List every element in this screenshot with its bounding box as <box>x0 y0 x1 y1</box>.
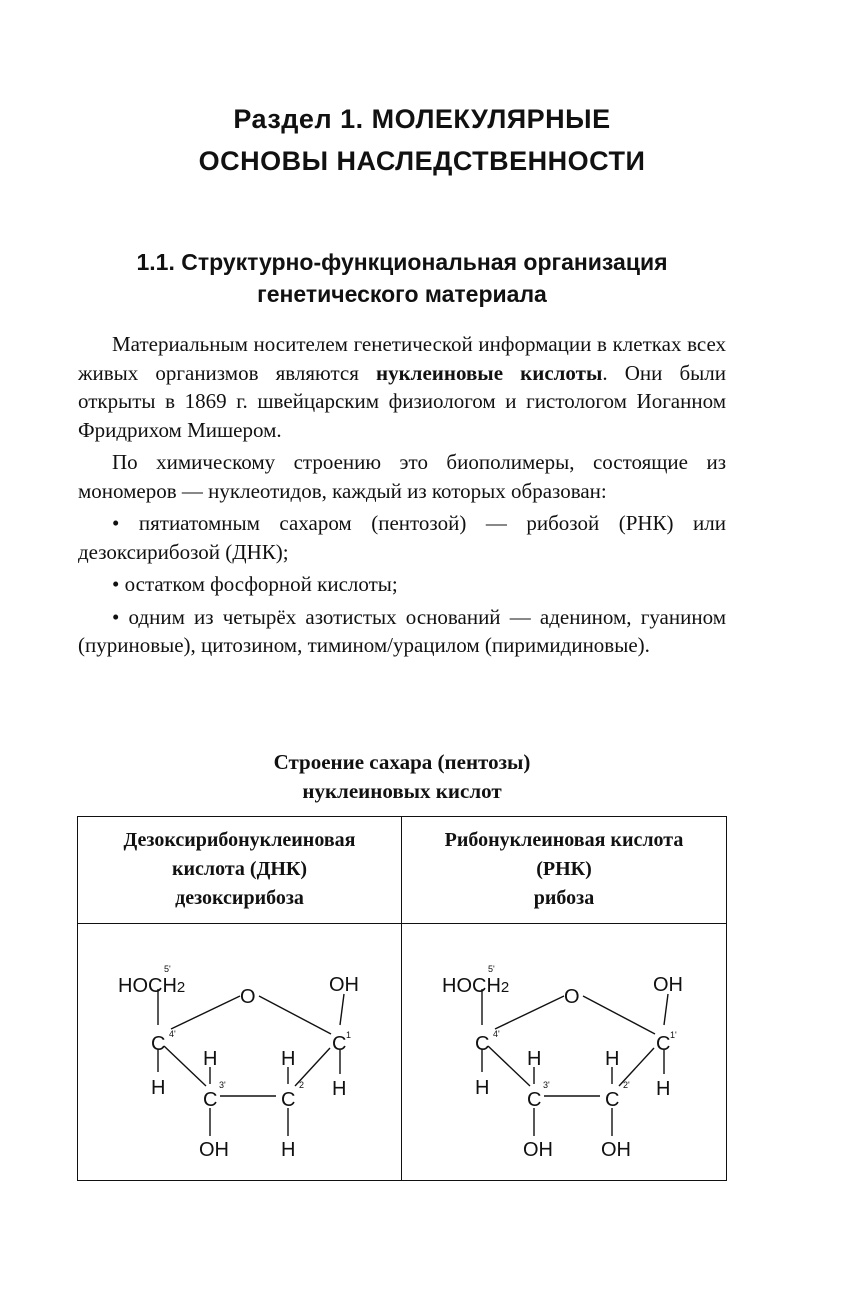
rna-header-cell <box>402 817 727 924</box>
oh-group: OH <box>523 1139 553 1161</box>
carbon-3: C <box>203 1089 218 1111</box>
carbon-4: C <box>475 1033 490 1055</box>
bullet-item: • одним из четырёх азотистых оснований — аденином, гуанином (пуриновые), цитозином, тимином/урацилом (пиримидиновые). <box>78 604 726 657</box>
subsection-title-line-2: генетического материала <box>257 281 547 307</box>
pentose-table <box>77 816 727 1181</box>
section-title <box>0 98 844 182</box>
locant-3: 3' <box>219 1080 226 1090</box>
locant-1: 1' <box>670 1030 677 1040</box>
paragraph-1 <box>78 330 726 444</box>
table-header-row <box>78 817 727 924</box>
paragraph-2: По химическому строению это биополимеры, состоящие из мономеров — нуклеотидов, каждый из которых образован: <box>78 450 726 503</box>
dna-header-line-2: кислота (ДНК) <box>171 858 308 880</box>
subscript-2: 2 <box>500 979 510 996</box>
rna-header-line-2: (РНК) <box>536 858 592 880</box>
dna-header-cell <box>78 817 402 924</box>
hydrogen: H <box>656 1078 671 1100</box>
ring-oxygen: O <box>240 986 256 1008</box>
hoch2-group <box>118 975 185 997</box>
hydrogen: H <box>281 1048 296 1070</box>
bond <box>488 1046 530 1086</box>
oh-group: OH <box>653 974 683 996</box>
body-text <box>78 330 726 660</box>
carbon-2: C <box>281 1089 296 1111</box>
bond <box>164 1046 206 1086</box>
bond <box>583 996 655 1034</box>
paragraph-1-bold-term: нуклеиновые кислоты <box>375 360 603 385</box>
carbon-3: C <box>527 1089 542 1111</box>
bond <box>495 996 564 1029</box>
bond <box>340 994 344 1025</box>
rna-header-line-3: рибоза <box>533 887 595 909</box>
hydrogen: H <box>281 1139 296 1161</box>
hydrogen: H <box>527 1048 542 1070</box>
carbon-1: C <box>332 1033 347 1055</box>
paragraph-1-text-end: . Они были открыты в 1869 г. швейцарским физиологом и гистологом Иоганном Фридрихом Мишером. <box>78 360 726 442</box>
dna-header-line-3: дезоксирибоза <box>175 887 304 909</box>
table-caption <box>78 748 726 806</box>
locant-3: 3' <box>543 1080 550 1090</box>
hoch-label: HOCH <box>118 975 177 997</box>
locant-2: 2' <box>623 1080 630 1090</box>
carbon-4: C <box>151 1033 166 1055</box>
subsection-title <box>78 246 726 310</box>
hoch-label: HOCH <box>442 975 501 997</box>
carbon-2: C <box>605 1089 620 1111</box>
carbon-1: C <box>656 1033 671 1055</box>
table-caption-line-2: нуклеиновых кислот <box>302 779 502 803</box>
oh-group: OH <box>329 974 359 996</box>
locant-1: 1 <box>346 1030 352 1040</box>
paragraph-1-text: Материальным носителем генетической информации в клетках всех живых организмов являются <box>78 332 726 385</box>
hydrogen: H <box>151 1077 166 1099</box>
dna-header-line-1: Дезоксирибонуклеиновая <box>123 829 356 851</box>
ring-oxygen: O <box>564 986 580 1008</box>
deoxyribose-structure <box>78 924 402 1180</box>
rna-formula-cell <box>402 924 727 1181</box>
oh-group: OH <box>199 1139 229 1161</box>
subsection-title-line-1: 1.1. Структурно-функциональная организация <box>136 249 668 275</box>
locant-4: 4' <box>169 1029 176 1039</box>
section-title-line-2: ОСНОВЫ НАСЛЕДСТВЕННОСТИ <box>198 146 646 176</box>
rna-header-line-1: Рибонуклеиновая кислота <box>444 829 684 851</box>
dna-formula-cell <box>78 924 402 1181</box>
bond <box>171 996 240 1029</box>
hydrogen: H <box>475 1077 490 1099</box>
hydrogen: H <box>203 1048 218 1070</box>
hydrogen: H <box>332 1078 347 1100</box>
table-formula-row <box>78 924 727 1181</box>
bond <box>664 994 668 1025</box>
subscript-2: 2 <box>176 979 186 996</box>
locant-2: 2 <box>299 1080 305 1090</box>
bullet-item: • пятиатомным сахаром (пентозой) — рибозой (РНК) или дезоксирибозой (ДНК); <box>78 511 726 564</box>
oh-group: OH <box>601 1139 631 1161</box>
bullet-item: • остатком фосфорной кислоты; <box>112 572 398 596</box>
locant-5: 5' <box>164 964 171 974</box>
table-caption-line-1: Строение сахара (пентозы) <box>273 750 531 774</box>
hydrogen: H <box>605 1048 620 1070</box>
ribose-structure <box>402 924 727 1180</box>
locant-4: 4' <box>493 1029 500 1039</box>
locant-5: 5' <box>488 964 495 974</box>
bond <box>259 996 331 1034</box>
section-title-line-1: Раздел 1. МОЛЕКУЛЯРНЫЕ <box>233 104 611 134</box>
hoch2-group <box>442 975 509 997</box>
